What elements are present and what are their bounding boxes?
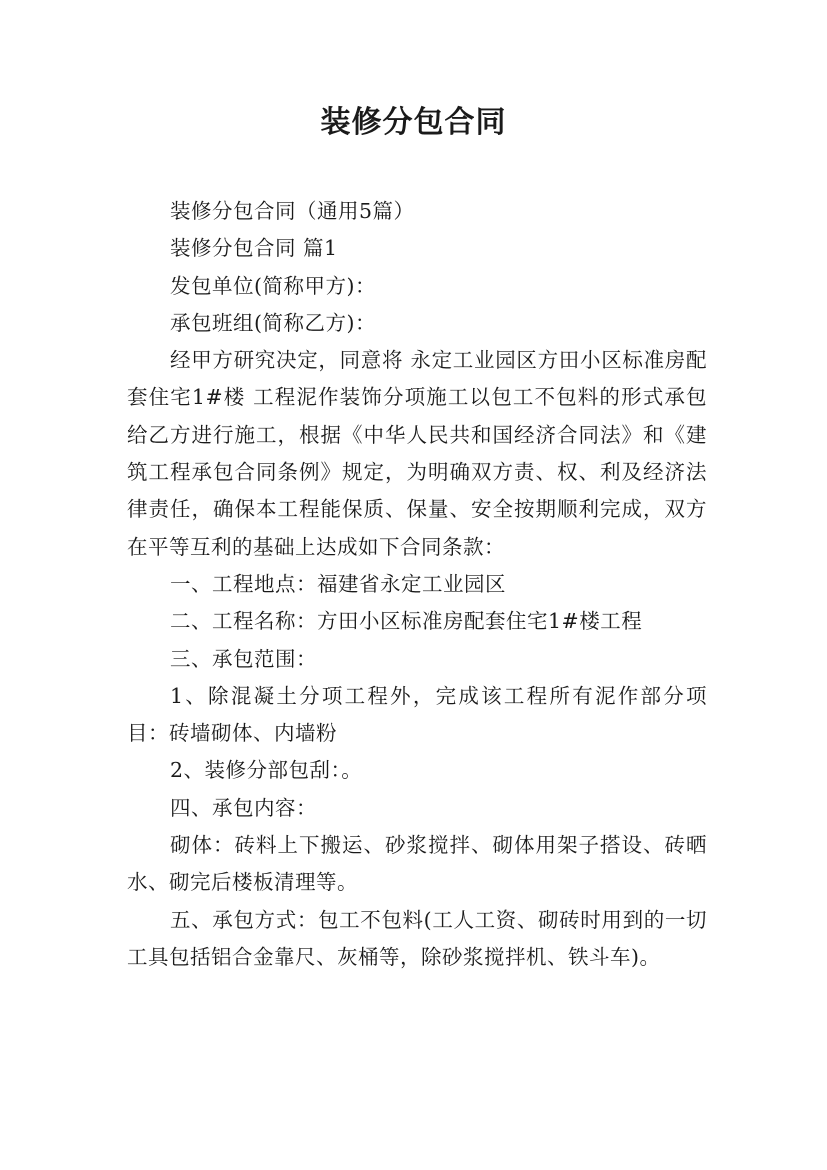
paragraph-party-a: 发包单位(简称甲方)： xyxy=(170,273,376,298)
paragraph-scope-item-2: 2、装修分部包刮：。 xyxy=(170,758,363,783)
paragraph-contract-part-1: 装修分包合同 篇1 xyxy=(170,236,338,261)
paragraph-contract-method: 五、承包方式：包工不包料(工人工资、砌砖时用到的一切工具包括铝合金靠尺、灰桶等，除砂浆搅拌机、铁斗车)。 xyxy=(127,907,707,969)
paragraph-content-heading: 四、承包内容： xyxy=(170,795,317,820)
paragraph-project-name: 二、工程名称：方田小区标准房配套住宅1#楼工程 xyxy=(170,609,643,634)
paragraph-scope-item-1: 1、除混凝土分项工程外，完成该工程所有泥作部分项目：砖墙砌体、内墙粉 xyxy=(127,683,707,746)
paragraph-party-b: 承包班组(简称乙方)： xyxy=(170,310,376,335)
document-body xyxy=(127,193,707,976)
paragraph-project-location: 一、工程地点：福建省永定工业园区 xyxy=(170,571,506,596)
paragraph-preamble: 经甲方研究决定，同意将 永定工业园区方田小区标准房配套住宅1#楼 工程泥作装饰分项施工以包工不包料的形式承包给乙方进行施工，根据《中华人民共和国经济合同法》和《建筑工程承包合同条例》规定，为明确双方责、权、利及经济法律责任，确保本工程能保质、保量、安全按期顺利完成，双方在平等互利的基础上达成如下合同条款： xyxy=(127,348,707,559)
paragraph-masonry: 砌体：砖料上下搬运、砂浆搅拌、砌体用架子搭设、砖晒水、砌完后楼板清理等。 xyxy=(127,833,707,895)
paragraph-scope-heading: 三、承包范围： xyxy=(170,646,317,671)
document-title: 装修分包合同 xyxy=(320,105,507,140)
paragraph-contract-collection: 装修分包合同（通用5篇） xyxy=(170,199,415,223)
